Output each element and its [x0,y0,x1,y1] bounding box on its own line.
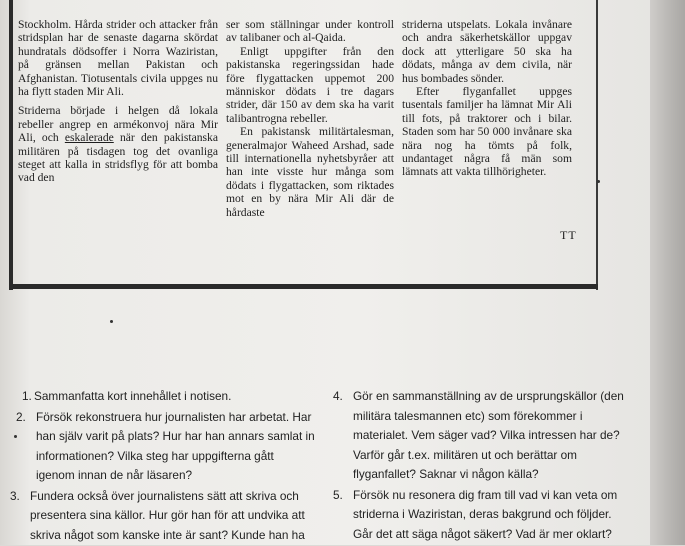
article-paragraph: En pakistansk militärtalesman, generalmajor Waheed Arshad, sade till internationella nyhetsbyråer att han inte visste hur många som dödats i flygattacken, som riktades mot en by nära Mir Ali där de hårdaste [226,125,394,219]
question-item [10,487,315,546]
question-number: 3. [10,488,20,503]
article-text: när den pakistanska militären på tisdagen tog det ovanliga steget att kalla in stridsflyg för att bomba vad den [18,131,218,185]
question-number: 4. [333,389,343,403]
questions-right-column [333,387,633,545]
question-text: Fundera också över journalistens sätt att skriva och presentera sina källor. Hur gör han för att undvika att skriva något som kanske inte är sant? Kunde han ha [30,488,305,542]
pencil-mark [597,180,600,183]
article-paragraph: Efter flyganfallet uppges tusentals familjer ha lämnat Mir Ali till fots, på traktorer och i bilar. Staden som har 50 000 invånare ska nära nog ha tömts på folk, undantaget några få män som lämnats att vakta tillhörigheter. [402,85,572,179]
questions-left-column [10,387,315,546]
article-text: Striderna började i helgen då lokala rebeller angrep en armékonvoj nära Mir Ali, och [18,104,218,145]
question-number: 2. [16,409,26,424]
question-number: 1. [22,389,32,403]
article-column-2 [226,18,394,219]
page-edge-shadow [650,0,685,545]
frame-right-rule [596,0,598,290]
article-signature: TT [560,228,577,242]
question-text: Försök nu resonera dig fram till vad vi kan veta om striderna i Waziristan, deras bakgrund och följder. Går det att säga något säkert? Vad är mer oklart? [353,487,618,541]
question-text: Sammanfatta kort innehållet i notisen. [34,389,232,403]
pencil-mark [110,320,113,323]
article-paragraph: Stockholm. Hårda strider och attacker från stridsplan har de senaste dagarna skördat hundratals dödsoffer i Norra Waziristan, på gränsen mellan Pakistan och Afghanistan. Tiotusentals civila uppges nu ha flytt staden Mir Ali. [18,18,218,99]
article-paragraph: striderna utspelats. Lokala invånare och andra säkerhetskällor uppgav dock att ytterligare 50 ska ha dödats, många av dem civila, när hus bombades sönder. [402,18,572,85]
article-paragraph: ser som ställningar under kontroll av talibaner och al-Qaida. [226,18,394,45]
question-item [16,408,315,486]
article-paragraph: Enligt uppgifter från den pakistanska regeringssidan hade före flygattacken uppemot 200 människor dödats i tre dagars strider, där 150 av dem ska ha varit talibantrogna rebeller. [226,44,394,125]
article-column-1 [18,18,218,185]
question-text: Gör en sammanställning av de ursprungskällor (den militära talesmannen etc) som förekommer i materialet. Vem säger vad? Vilka intressen har de? Varför går t.ex. militären ut och berättar om flyganfallet? Saknar vi någon källa? [353,389,624,481]
underlined-word: eskalerade [64,131,114,145]
question-item [333,486,633,545]
question-item [333,387,633,485]
question-text: Försök rekonstruera hur journalisten har arbetat. Har han själv varit på plats? Hur har han annars samlat in informationen? Vilka steg har uppgifterna gått igenom innan de når läsaren? [36,409,315,482]
article-paragraph [18,104,218,184]
question-item [22,387,315,407]
article-column-3 [402,18,572,179]
frame-left-rule [9,0,13,290]
frame-bottom-rule [9,284,598,289]
question-number: 5. [333,487,343,502]
